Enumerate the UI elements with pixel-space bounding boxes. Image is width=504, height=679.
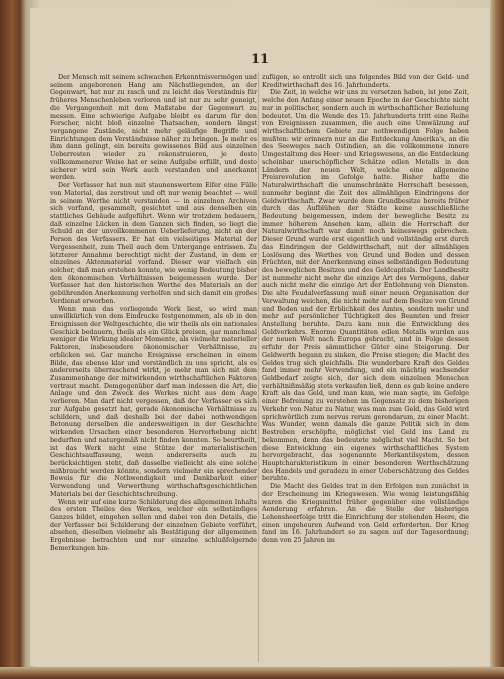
paragraph: Die Zeit, in welche wir uns zu versetzen haben, ist jene Zeit, welche den Anfang einer neuen Epoche in der Geschichte nicht nur in politischer, sondern auch in wirthschaftlicher Beziehung bedeutet. Um die Wende des 15. Jahrhunderts tritt eine Reihe von Ereignissen zusammen, die auch eine Umwälzung auf wirthschaftlichem Gebiete zur nothwendigen Folge haben mußten: wir erinnern nur an die Entdeckung Amerika's, an die des Seeweges nach Ostindien, an die vollkommene innere Umgestaltung des Heer- und Kriegswesens, an die Entdeckung scheinbar unerschöpflicher Schätze edlen Metalls in den Ländern der neuen Welt, welche eine allgemeine Preisrevolution im Gefolge hatte. Bisher hatte die Naturalwirthschaft die unumschränkte Herrschaft besessen, nunmehr beginnt die Zeit des allmähligen Eindringens der Geldwirthschaft. Zwar wurde dem Grundbesitze bereits früher durch das Aufblühen der Städte keine ausschließliche Bedeutung beigemessen, indem der bewegliche Besitz zu immer höherem Ansehen kam, allein die Herrschaft der Naturalwirthschaft war damit noch keineswegs gebrochen. Dieser Grund wurde erst eigentlich und vollständig erst durch das Eindringen der Geldwirthschaft, mit der allmähligen Loslösung des Werthes von Grund und Boden und dessen Früchten, mit der Anerkennung eines selbständigen Bedeutung des beweglichen Besitzes und des Geldcapitals. Der Landbesitz ist nunmehr nicht mehr die einzige Art des Vermögens, daher auch nicht mehr die einzige Art der Entlohnung von Diensten. Die alte Feudalverfassung muß einer neuen Organisation der Verwaltung weichen, die nicht mehr auf dem Besitze von Grund und Boden und der Erblichkeit des Amtes, sondern mehr und mehr auf persönlicher Tüchtigkeit des Beamten und freier Anstellung beruhte. Dazu kam nun die Entwicklung des Geldverkehrs. Enorme Quantitäten edlen Metalls wurden aus der neuen Welt nach Europa gebracht, und in Folge dessen erfuhr der Preis sämmtlicher Güter eine Steigerung. Der Geldwerth begann zu sinken, die Preise stiegen; die Macht des Geldes trug sich gleichfalls. Die wunderbare Kraft des Geldes fand immer mehr Verwendung, und ein mächtig wachsender Geldbedarf zeigte sich, der sich dem einzelnen Menschen verhältnißmäßig stets verkaufen ließ, denn es gab keine andere Kraft als das Geld, und man kam, wie man sagte, im Gefolge einer Befreiung zu verstehen im Gegensatz zu dem bisherigen Verkehr von Natur zu Natur, was man zum Geld, das Geld wird sprichwörtlich zum nervus rerum gerendarum, zu einer Macht. Was Wunder, wenn damals die ganze Politik sich in dem Bestreben erschöpfte, möglichst viel Geld ins Land zu bekommen, denn das bedeutete möglichst viel Macht. So bot diese Entwicklung ein eigenes wirthschaftliches System hervorgebracht, das sogenannte Merkantilsystem, dessen Hauptcharakteristikum in einer besonderen Werthschätzung des Handels und geradezu in einer Ueberschätzung des Geldes beruhte. bbox=[262, 89, 469, 483]
page-sheet bbox=[30, 8, 490, 666]
paragraph: Wenn man das vorliegende Werk liest, so wird man unwillkürlich von dem Eindrucke festgenommen, als ob in den Ereignissen der Weltgeschichte, die wir theils als ein nationales Geschick bedauern, theils als ein Glück preisen, gar manchmal weniger die Wirkung idealer Momente, als vielmehr materieller Faktoren, insbesondere ökonomischer Verhältnisse, zu erblicken sei. Gar manche Ereignisse erscheinen in einem Bilde, das ebenso klar und verständlich zu uns spricht, als es andererseits überraschend wirkt, je mehr man sich mit dem Zusammenhange der mitwirkenden wirthschaftlichen Faktoren vertraut macht. Demgegenüber darf man indessen die Art, die Anlage und den Zweck des Werkes nicht aus dem Auge verlieren. Man darf nicht vergessen, daß der Verfasser es sich zur Aufgabe gesetzt hat, gerade ökonomische Verhältnisse zu schildern, und daß deshalb bei der dabei nothwendigen Betonung derselben die andersweitigen in der Geschichte wirkenden Ursachen einer besonderen Hervorhebung nicht bedurften und naturgemäß nicht finden konnten. So beurtheilt, ist das Werk nicht eine Stütze der materialistischen Geschichtsauffassung, wenn andererseits auch zu berücksichtigen steht, daß dasselbe vielleicht als eine solche mißbraucht werden könnte, sondern vielmehr ein sprechender Beweis für die Nothwendigkeit und Dankbarkeit einer Verwendung und Verwerthung wirthschaftsgeschichtlichen Materials bei der Geschichtschreibung. bbox=[50, 305, 257, 498]
paragraph: Wenn wir auf eine kurze Schilderung des allgemeinen Inhalts des ersten Theiles des Werkes, welcher ein selbständiges Ganzes bildet, eingehen sollen und dabei von den Details, die der Verfasser bei Schilderung der einzelnen Gebiete vorführt, absehen, dieselben vielmehr als Bestätigung der allgemeinen Ergebnisse betrachten und nur einzelne schlußfolgernde Bemerkungen hin- bbox=[50, 498, 257, 552]
book-edge-right bbox=[490, 0, 504, 679]
paragraph: zufügen, so entrollt sich uns folgendes Bild von der Geld- und Kreditwirthschaft des 16. Jahrhunderts. bbox=[262, 74, 469, 89]
right-column bbox=[262, 74, 469, 545]
paragraph: Die Macht des Geldes trat in den Erfolgen nun zunächst in der Erscheinung im Kriegswesen. Wie wenig leistungsfähig waren die Kriegsmittel früher gegenüber eine vollständige Aenderung erfahren. An die Stelle der bisherigen Lehensheerfolge tritt die Einrichtung der stehenden Heere, die einen ungeheuren Aufwand von Geld erforderten. Der Krieg fand im 16. Jahrhundert so zu sagen auf der Tagesordnung; denn von 25 Jahren im bbox=[262, 483, 469, 545]
paragraph: Der Verfasser hat nun mit staunenswertem Eifer eine Fülle von Material, das zerstreut und oft nur wenig beachtet — weil in seinem Werthe nicht verstanden — in einzelnen Archiven sich vorfand, gesammelt, gesichtet und aus denselben ein stattliches Gebäude aufgeführt. Wenn wir trotzdem bedauern, daß einzelne Lücken in dem Ganzen sich finden, so liegt die Schuld an der unvollkommenen Ueberlieferung, nicht an der Person des Verfassers. Er hat ein vielseitiges Material der Vergessenheit, zum Theil auch dem Untergange entrissen. Zu letzterer Annahme berechtigt nicht der Zustand, in dem er einzelnes Aktenmaterial vorfand. Dieser war vielfach ein solcher, daß man erstehen konnte, wie wenig Bedeutung bisher den ökonomischen Verhältnissen beigemessen wurde. Der Verfasser hat den historischen Werthe des Materials an der gebührenden Anerkennung verholfen und sich damit ein großes Verdienst erworben. bbox=[50, 182, 257, 305]
page-number: 11 bbox=[250, 52, 270, 67]
paragraph: Der Mensch mit seinem schwachen Erkenntnisvermögen und seinem angeborenen Hang am Nächstliegenden, an der Gegenwart, hat nur zu rasch und zu leicht das Verständnis für früheres Menschenleben verloren und ist nur zu sehr geneigt, die Vergangenheit mit dem Maßstabe der Gegenwart zu messen. Eine schwierige Aufgabe bleibt es darum für den Forscher, nicht bloß einzelne Thatsachen, sondern längst vergangene Zustände, nicht mehr geläufige Begriffe und Einrichtungen dem Verständnisse näher zu bringen. Je mehr es ihm dann gelingt, ein bereits gewissenes Bild aus einzelnen Ueberresten wieder zu rekonstruieren, je desto vollkommenerer Weise hat er seine Aufgabe erfüllt, und desto sicherer wird sein Werk auch verstanden und anerkannt werden. bbox=[50, 74, 257, 182]
column-divider bbox=[258, 72, 259, 662]
left-column bbox=[50, 74, 257, 553]
book-edge-bottom bbox=[0, 667, 504, 679]
